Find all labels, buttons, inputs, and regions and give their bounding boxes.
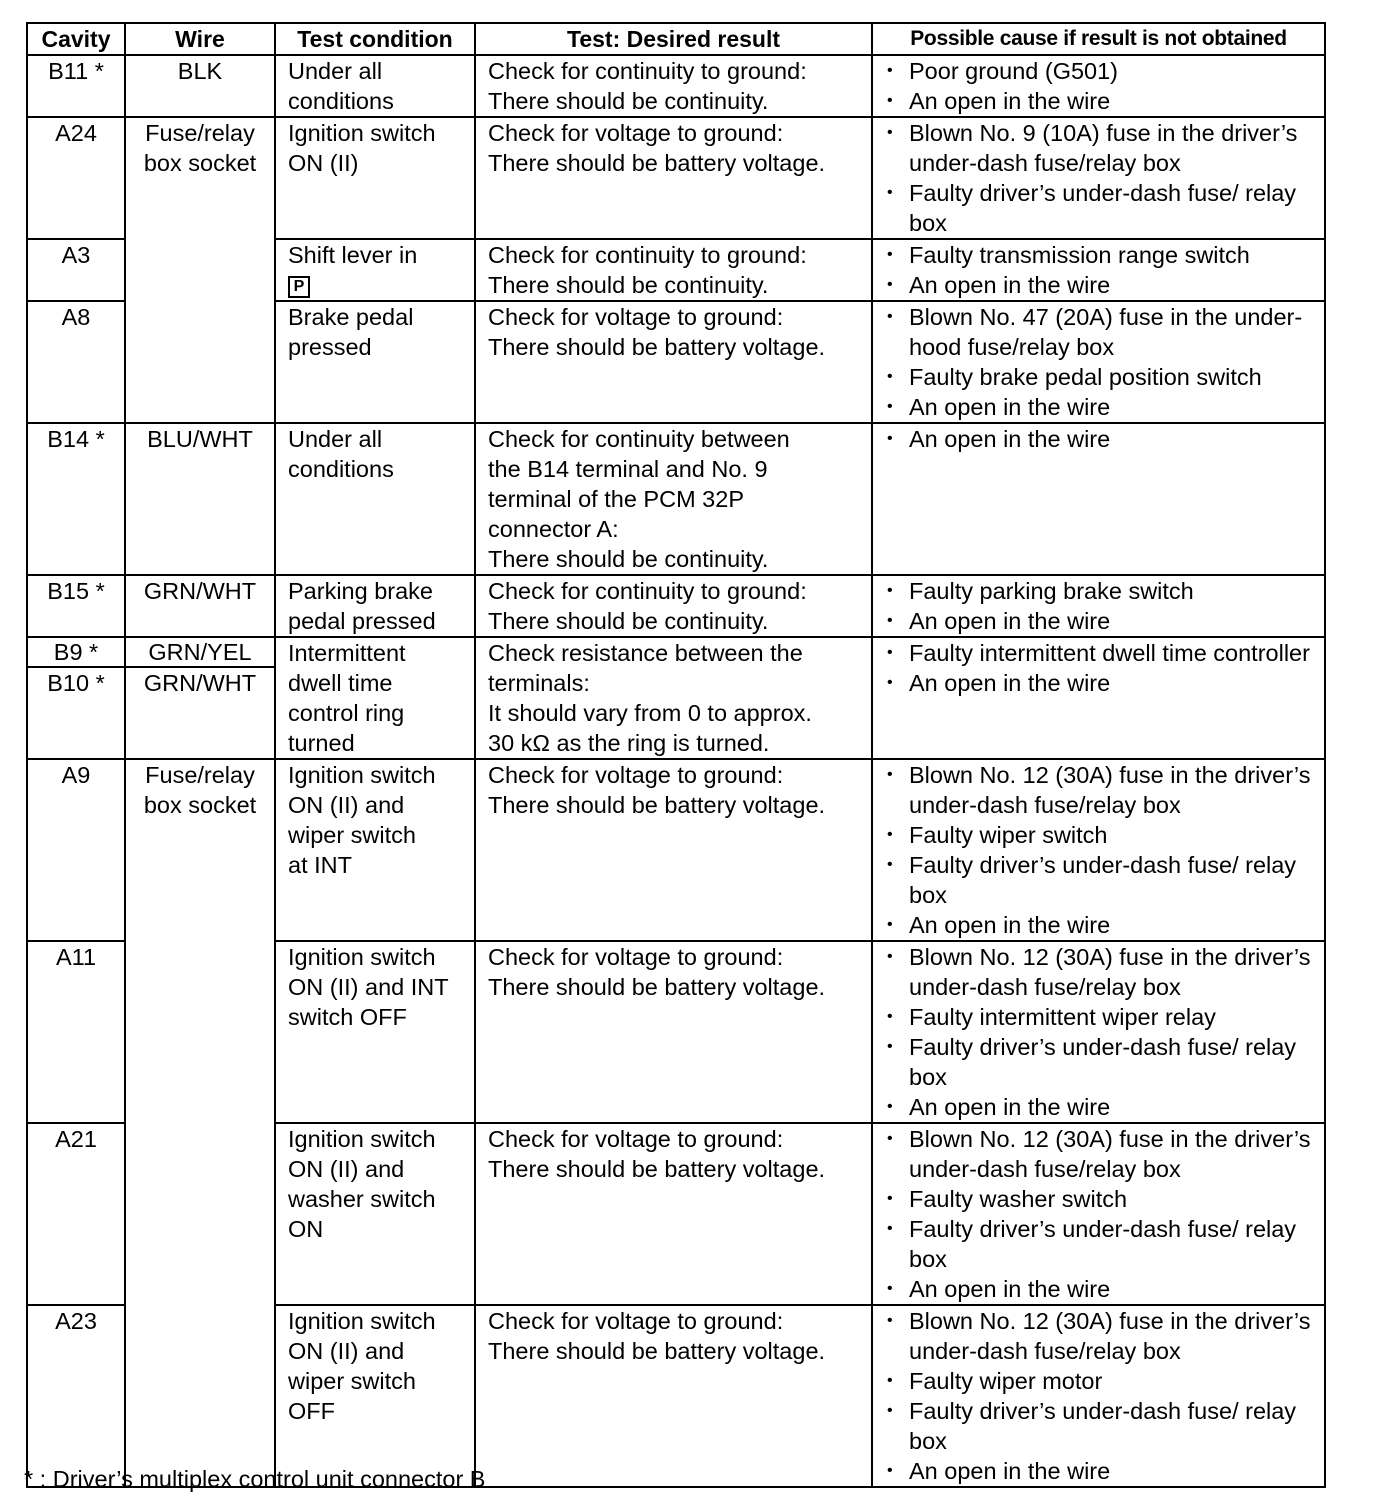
result-cell <box>475 1305 872 1487</box>
cavity-cell: B15 * <box>27 575 125 637</box>
cause-list <box>873 1306 1324 1486</box>
result-cell <box>475 941 872 1123</box>
cavity-cell: B11 * <box>27 55 125 117</box>
cavity-line: B9 * <box>28 638 124 668</box>
wire-line: box socket <box>143 150 257 176</box>
condition-line: Ignition switch <box>288 120 436 146</box>
cause-item: • An open in the wire <box>887 270 1324 300</box>
cavity-cell: A23 <box>27 1305 125 1487</box>
condition-line: ON (II) and INT <box>288 974 449 1000</box>
cavity-cell: A3 <box>27 239 125 301</box>
result-line: Check for voltage to ground: <box>488 1308 784 1334</box>
result-line: There should be battery voltage. <box>488 974 826 1000</box>
cause-item: • Blown No. 9 (10A) fuse in the driver’s under-dash fuse/relay box <box>887 118 1324 178</box>
wire-cell: BLK <box>125 55 275 117</box>
condition-line: Ignition switch <box>288 944 436 970</box>
result-line: connector A: <box>488 516 619 542</box>
cause-item: • An open in the wire <box>887 392 1324 422</box>
result-cell <box>475 423 872 575</box>
result-line: Check resistance between the <box>488 640 803 666</box>
cause-item: • An open in the wire <box>887 1456 1324 1486</box>
condition-line: at INT <box>288 852 352 878</box>
cause-item: • Faulty washer switch <box>887 1184 1324 1214</box>
condition-line: ON (II) <box>288 150 359 176</box>
cause-cell <box>872 423 1325 575</box>
cause-list <box>873 56 1324 116</box>
condition-line: Ignition switch <box>288 762 436 788</box>
condition-line: pressed <box>288 334 372 360</box>
result-line: There should be battery voltage. <box>488 1156 826 1182</box>
cause-cell <box>872 637 1325 759</box>
result-cell <box>475 117 872 239</box>
result-line: Check for voltage to ground: <box>488 762 784 788</box>
result-line: There should be battery voltage. <box>488 1338 826 1364</box>
wire-line: Fuse/relay <box>145 762 255 788</box>
condition-line: dwell time <box>288 670 393 696</box>
condition-cell <box>275 239 475 301</box>
cavity-line: B10 * <box>47 670 105 696</box>
header-cavity: Cavity <box>27 23 125 55</box>
condition-line: conditions <box>288 456 394 482</box>
result-line: There should be battery voltage. <box>488 150 826 176</box>
result-line: Check for continuity to ground: <box>488 578 807 604</box>
wire-cell: BLU/WHT <box>125 423 275 575</box>
result-cell <box>475 637 872 759</box>
cavity-cell: A9 <box>27 759 125 941</box>
condition-line: pedal pressed <box>288 608 436 634</box>
cause-cell <box>872 301 1325 423</box>
test-table <box>26 22 1326 1488</box>
result-line: Check for voltage to ground: <box>488 120 784 146</box>
cause-cell <box>872 1123 1325 1305</box>
wire-cell: GRN/WHT <box>125 575 275 637</box>
cause-item: • Faulty wiper motor <box>887 1366 1324 1396</box>
cavity-cell: A8 <box>27 301 125 423</box>
cause-cell <box>872 941 1325 1123</box>
condition-cell <box>275 301 475 423</box>
cause-cell <box>872 575 1325 637</box>
condition-cell <box>275 423 475 575</box>
condition-line: switch OFF <box>288 1004 407 1030</box>
condition-line: ON <box>288 1216 324 1242</box>
condition-line: ON (II) and <box>288 1338 405 1364</box>
result-line: There should be continuity. <box>488 546 769 572</box>
header-possible-cause: Possible cause if result is not obtained <box>872 23 1325 55</box>
cause-list <box>873 760 1324 940</box>
cause-list <box>873 118 1324 238</box>
cause-item: • An open in the wire <box>887 86 1324 116</box>
result-line: Check for voltage to ground: <box>488 304 784 330</box>
cavity-cell: A24 <box>27 117 125 239</box>
wire-line: GRN/YEL <box>126 638 274 668</box>
condition-line: turned <box>288 730 355 756</box>
cavity-cell: A11 <box>27 941 125 1123</box>
cause-item: • Faulty intermittent dwell time controller <box>887 638 1324 668</box>
result-cell <box>475 239 872 301</box>
cause-list <box>873 302 1324 422</box>
cause-list <box>873 1124 1324 1304</box>
condition-line: washer switch <box>288 1186 436 1212</box>
condition-line: Intermittent <box>288 640 406 666</box>
wire-line: box socket <box>143 792 257 818</box>
result-line: There should be continuity. <box>488 88 769 114</box>
result-cell <box>475 301 872 423</box>
cause-item: • Faulty driver’s under-dash fuse/ relay box <box>887 850 1324 910</box>
condition-cell <box>275 117 475 239</box>
wire-cell <box>125 759 275 1487</box>
condition-line: wiper switch <box>288 822 416 848</box>
cause-list <box>873 576 1324 636</box>
table-row <box>27 575 1325 637</box>
cause-item: • Faulty parking brake switch <box>887 576 1324 606</box>
cause-item: • Faulty driver’s under-dash fuse/ relay box <box>887 1396 1324 1456</box>
result-line: There should be continuity. <box>488 272 769 298</box>
header-wire: Wire <box>125 23 275 55</box>
cause-item: • Blown No. 12 (30A) fuse in the driver’s under-dash fuse/relay box <box>887 760 1324 820</box>
condition-line: OFF <box>288 1398 335 1424</box>
cause-cell <box>872 55 1325 117</box>
cavity-cell <box>27 637 125 759</box>
cause-item: • Blown No. 12 (30A) fuse in the driver’s under-dash fuse/relay box <box>887 942 1324 1002</box>
table-row <box>27 117 1325 239</box>
condition-line: control ring <box>288 700 405 726</box>
result-line: Check for continuity between <box>488 426 790 452</box>
cause-item: • Faulty driver’s under-dash fuse/ relay box <box>887 1214 1324 1274</box>
cause-item: • An open in the wire <box>887 910 1324 940</box>
condition-line <box>288 270 474 300</box>
condition-cell <box>275 575 475 637</box>
wire-line: Fuse/relay <box>145 120 255 146</box>
condition-line: Ignition switch <box>288 1126 436 1152</box>
cause-item: • An open in the wire <box>887 1274 1324 1304</box>
cause-cell <box>872 759 1325 941</box>
wire-cell <box>125 117 275 423</box>
cause-item: • Faulty driver’s under-dash fuse/ relay box <box>887 178 1324 238</box>
cause-cell <box>872 1305 1325 1487</box>
table-row <box>27 423 1325 575</box>
result-cell <box>475 55 872 117</box>
condition-cell <box>275 55 475 117</box>
cause-item: • Blown No. 12 (30A) fuse in the driver’s under-dash fuse/relay box <box>887 1124 1324 1184</box>
header-desired-result: Test: Desired result <box>475 23 872 55</box>
header-row <box>27 23 1325 55</box>
condition-line: Shift lever in <box>288 242 418 268</box>
condition-line: Under all <box>288 58 383 84</box>
cavity-cell: A21 <box>27 1123 125 1305</box>
cause-item: • Poor ground (G501) <box>887 56 1324 86</box>
condition-line: conditions <box>288 88 394 114</box>
cause-list <box>873 240 1324 300</box>
cause-item: • Faulty transmission range switch <box>887 240 1324 270</box>
result-line: There should be continuity. <box>488 608 769 634</box>
cause-item: • Faulty intermittent wiper relay <box>887 1002 1324 1032</box>
cause-item: • An open in the wire <box>887 1092 1324 1122</box>
condition-line: Ignition switch <box>288 1308 436 1334</box>
result-cell <box>475 575 872 637</box>
condition-cell <box>275 637 475 759</box>
header-test-condition: Test condition <box>275 23 475 55</box>
condition-line: Under all <box>288 426 383 452</box>
condition-line: ON (II) and <box>288 792 405 818</box>
cause-list <box>873 638 1324 698</box>
result-line: There should be battery voltage. <box>488 792 826 818</box>
cause-item: • Blown No. 47 (20A) fuse in the under-hood fuse/relay box <box>887 302 1324 362</box>
result-cell <box>475 1123 872 1305</box>
result-line: Check for continuity to ground: <box>488 58 807 84</box>
result-line: 30 kΩ as the ring is turned. <box>488 730 770 756</box>
result-line: terminal of the PCM 32P <box>488 486 744 512</box>
wire-line: GRN/WHT <box>143 670 257 696</box>
condition-cell <box>275 941 475 1123</box>
cause-list <box>873 424 1324 454</box>
result-line: Check for voltage to ground: <box>488 944 784 970</box>
cause-cell <box>872 117 1325 239</box>
result-cell <box>475 759 872 941</box>
cause-item: • Blown No. 12 (30A) fuse in the driver’s under-dash fuse/relay box <box>887 1306 1324 1366</box>
condition-line: Parking brake <box>288 578 433 604</box>
cause-item: • Faulty wiper switch <box>887 820 1324 850</box>
condition-line: ON (II) and <box>288 1156 405 1182</box>
result-line: It should vary from 0 to approx. <box>488 700 812 726</box>
result-line: the B14 terminal and No. 9 <box>488 456 768 482</box>
cavity-cell: B14 * <box>27 423 125 575</box>
test-table-sheet <box>26 22 1324 1488</box>
cause-item: • An open in the wire <box>887 424 1324 454</box>
cause-list <box>873 942 1324 1122</box>
condition-cell <box>275 1123 475 1305</box>
condition-line: wiper switch <box>288 1368 416 1394</box>
result-line: Check for voltage to ground: <box>488 1126 784 1152</box>
table-row <box>27 637 1325 759</box>
footnote: * : Driver’s multiplex control unit connector B <box>24 1466 486 1492</box>
cause-item: • An open in the wire <box>887 668 1324 698</box>
cause-item: • Faulty driver’s under-dash fuse/ relay box <box>887 1032 1324 1092</box>
result-line: Check for continuity to ground: <box>488 242 807 268</box>
cause-item: • An open in the wire <box>887 606 1324 636</box>
table-row <box>27 759 1325 941</box>
cause-cell <box>872 239 1325 301</box>
park-position-icon: P <box>288 276 310 298</box>
result-line: terminals: <box>488 670 590 696</box>
wire-cell <box>125 637 275 759</box>
cause-item: • Faulty brake pedal position switch <box>887 362 1324 392</box>
result-line: There should be battery voltage. <box>488 334 826 360</box>
condition-cell <box>275 1305 475 1487</box>
condition-line: Brake pedal <box>288 304 414 330</box>
table-row <box>27 55 1325 117</box>
condition-cell <box>275 759 475 941</box>
